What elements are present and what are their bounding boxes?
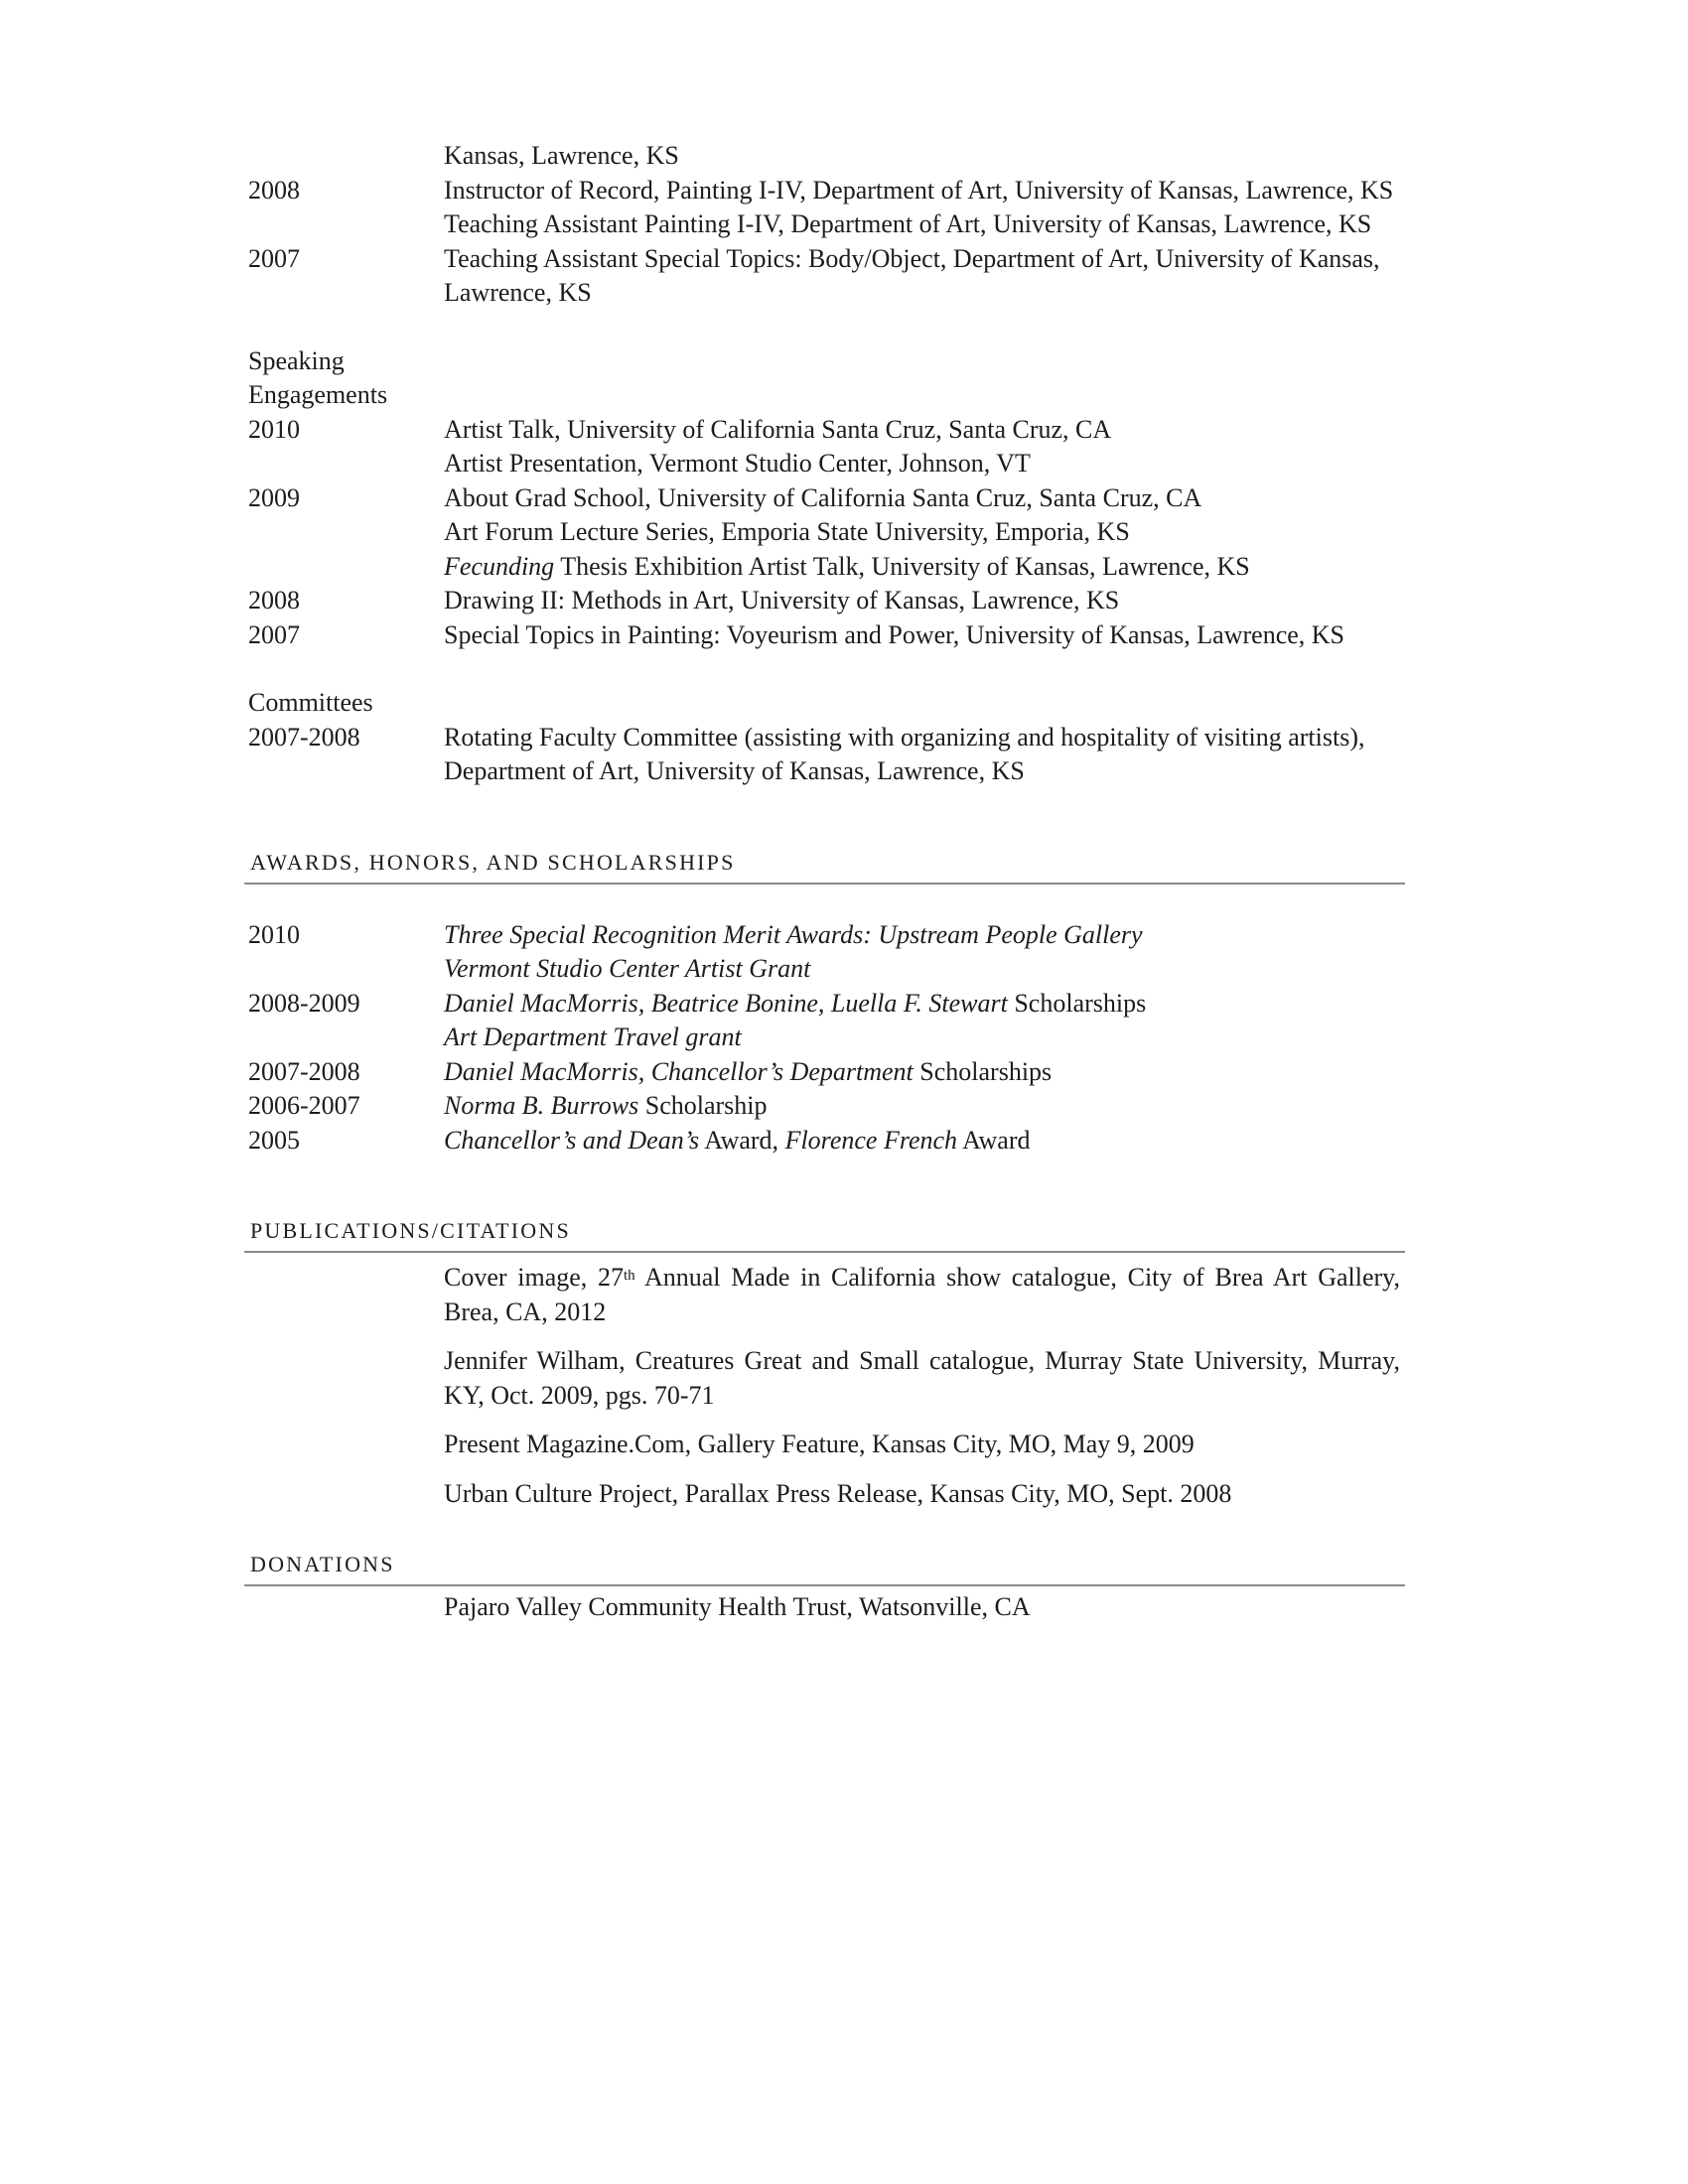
entry-year: 2010 xyxy=(248,919,300,949)
entry-text: Pajaro Valley Community Health Trust, Watsonville, CA xyxy=(444,1592,1031,1621)
list-item xyxy=(248,1089,1400,1124)
publication-item xyxy=(444,1344,1400,1413)
entry-text: Artist Presentation, Vermont Studio Center, Johnson, VT xyxy=(444,449,1031,478)
entry-year: 2007 xyxy=(248,243,300,273)
list-item xyxy=(248,987,1400,1022)
list-item xyxy=(248,1590,1400,1625)
teaching-section xyxy=(248,139,1400,311)
list-item xyxy=(248,1055,1400,1090)
committees-label: Committees xyxy=(248,688,373,717)
cv-content xyxy=(248,139,1400,1625)
publication-text: Cover image, 27 xyxy=(444,1263,624,1292)
list-item xyxy=(248,550,1400,585)
list-item xyxy=(248,207,1400,242)
entry-text: Instructor of Record, Painting I-IV, Department of Art, University of Kansas, Lawrence, KS xyxy=(444,175,1394,205)
speaking-label-line1: Speaking xyxy=(248,345,345,375)
awards-section xyxy=(248,849,1400,1159)
entry-italic: Norma B. Burrows xyxy=(444,1091,639,1120)
publication-text: Jennifer Wilham, Creatures Great and Small catalogue, Murray State University, Murray, KY, Oct. 2009, pgs. 70-71 xyxy=(444,1346,1400,1410)
publications-section xyxy=(248,1217,1400,1511)
entry-italic: Vermont Studio Center Artist Grant xyxy=(444,954,811,983)
entry-text: Kansas, Lawrence, KS xyxy=(444,141,679,170)
speaking-section xyxy=(248,344,1400,653)
list-item xyxy=(248,481,1400,516)
entry-text xyxy=(444,918,1400,953)
entry-italic: Daniel MacMorris, Chancellor’s Department xyxy=(444,1056,914,1086)
list-item xyxy=(248,413,1400,448)
donations-section xyxy=(248,1551,1400,1625)
entry-year: 2008-2009 xyxy=(248,988,360,1018)
entry-year: 2008 xyxy=(248,586,300,614)
entry-text xyxy=(444,1089,1400,1124)
entry-text xyxy=(444,550,1400,585)
entry-italic: Daniel MacMorris, Beatrice Bonine, Luella F. Stewart xyxy=(444,988,1008,1018)
section-heading: DONATIONS xyxy=(244,1551,1405,1586)
entry-year: 2010 xyxy=(248,414,300,444)
entry-year: 2005 xyxy=(248,1125,300,1155)
list-item xyxy=(248,952,1400,987)
entry-italic: Chancellor’s and Dean’s xyxy=(444,1125,700,1155)
list-item xyxy=(248,584,1400,618)
entry-italic: Three Special Recognition Merit Awards: Upstream People Gallery xyxy=(444,919,1143,949)
publication-item xyxy=(444,1477,1400,1512)
entry-plain: Award, xyxy=(699,1125,785,1155)
publication-text: Urban Culture Project, Parallax Press Release, Kansas City, MO, Sept. 2008 xyxy=(444,1478,1232,1508)
publication-item xyxy=(444,1261,1400,1329)
entry-plain: Scholarships xyxy=(913,1056,1053,1086)
publication-superscript: th xyxy=(624,1268,635,1284)
list-item xyxy=(248,139,1400,174)
entry-year: 2008 xyxy=(248,175,300,205)
entry-year: 2007 xyxy=(248,619,300,649)
entry-text xyxy=(444,1021,1400,1055)
list-item xyxy=(248,174,1400,208)
entry-text: Artist Talk, University of California Santa Cruz, Santa Cruz, CA xyxy=(444,414,1112,444)
section-heading: PUBLICATIONS/CITATIONS xyxy=(244,1217,1405,1253)
list-item xyxy=(248,1021,1400,1055)
entry-text xyxy=(444,952,1400,987)
entry-text: About Grad School, University of California Santa Cruz, Santa Cruz, CA xyxy=(444,482,1202,512)
list-item xyxy=(248,447,1400,481)
list-item xyxy=(248,515,1400,550)
section-heading: AWARDS, HONORS, AND SCHOLARSHIPS xyxy=(244,849,1405,885)
list-item xyxy=(248,242,1400,311)
entry-text: Rotating Faculty Committee (assisting with organizing and hospitality of visiting artists), Department of Art, University of Kansas, Lawrence, KS xyxy=(444,722,1365,785)
entry-italic: Florence French xyxy=(784,1125,958,1155)
entry-year: 2006-2007 xyxy=(248,1091,360,1120)
entry-plain: Scholarship xyxy=(638,1091,768,1120)
entry-text: Teaching Assistant Special Topics: Body/Object, Department of Art, University of Kansas, Lawrence, KS xyxy=(444,243,1380,307)
entry-year: 2007-2008 xyxy=(248,1056,360,1086)
entry-text: Teaching Assistant Painting I-IV, Department of Art, University of Kansas, Lawrence, KS xyxy=(444,209,1372,238)
entry-year: 2009 xyxy=(248,482,300,512)
list-item xyxy=(248,1124,1400,1159)
entry-text xyxy=(444,987,1400,1022)
list-item xyxy=(248,618,1400,653)
entry-plain: Scholarships xyxy=(1007,988,1147,1018)
publication-text: Annual Made in California show catalogue, City of Brea Art Gallery, Brea, CA, 2012 xyxy=(444,1263,1400,1326)
speaking-label-line2: Engagements xyxy=(248,380,388,409)
list-item xyxy=(248,918,1400,953)
entry-text xyxy=(444,1124,1400,1159)
entry-plain: Award xyxy=(957,1125,1031,1155)
entry-italic: Art Department Travel grant xyxy=(444,1023,742,1051)
committees-section xyxy=(248,686,1400,789)
publication-item xyxy=(444,1428,1400,1462)
entry-year: 2007-2008 xyxy=(248,722,360,751)
publication-text: Present Magazine.Com, Gallery Feature, Kansas City, MO, May 9, 2009 xyxy=(444,1430,1195,1458)
entry-text: Art Forum Lecture Series, Emporia State University, Emporia, KS xyxy=(444,517,1130,546)
entry-italic: Fecunding xyxy=(444,551,555,581)
entry-text: Special Topics in Painting: Voyeurism and Power, University of Kansas, Lawrence, KS xyxy=(444,619,1345,649)
list-item xyxy=(248,721,1400,789)
entry-text: Drawing II: Methods in Art, University of Kansas, Lawrence, KS xyxy=(444,586,1120,614)
entry-plain: Thesis Exhibition Artist Talk, University of Kansas, Lawrence, KS xyxy=(554,551,1250,581)
entry-text xyxy=(444,1055,1400,1090)
